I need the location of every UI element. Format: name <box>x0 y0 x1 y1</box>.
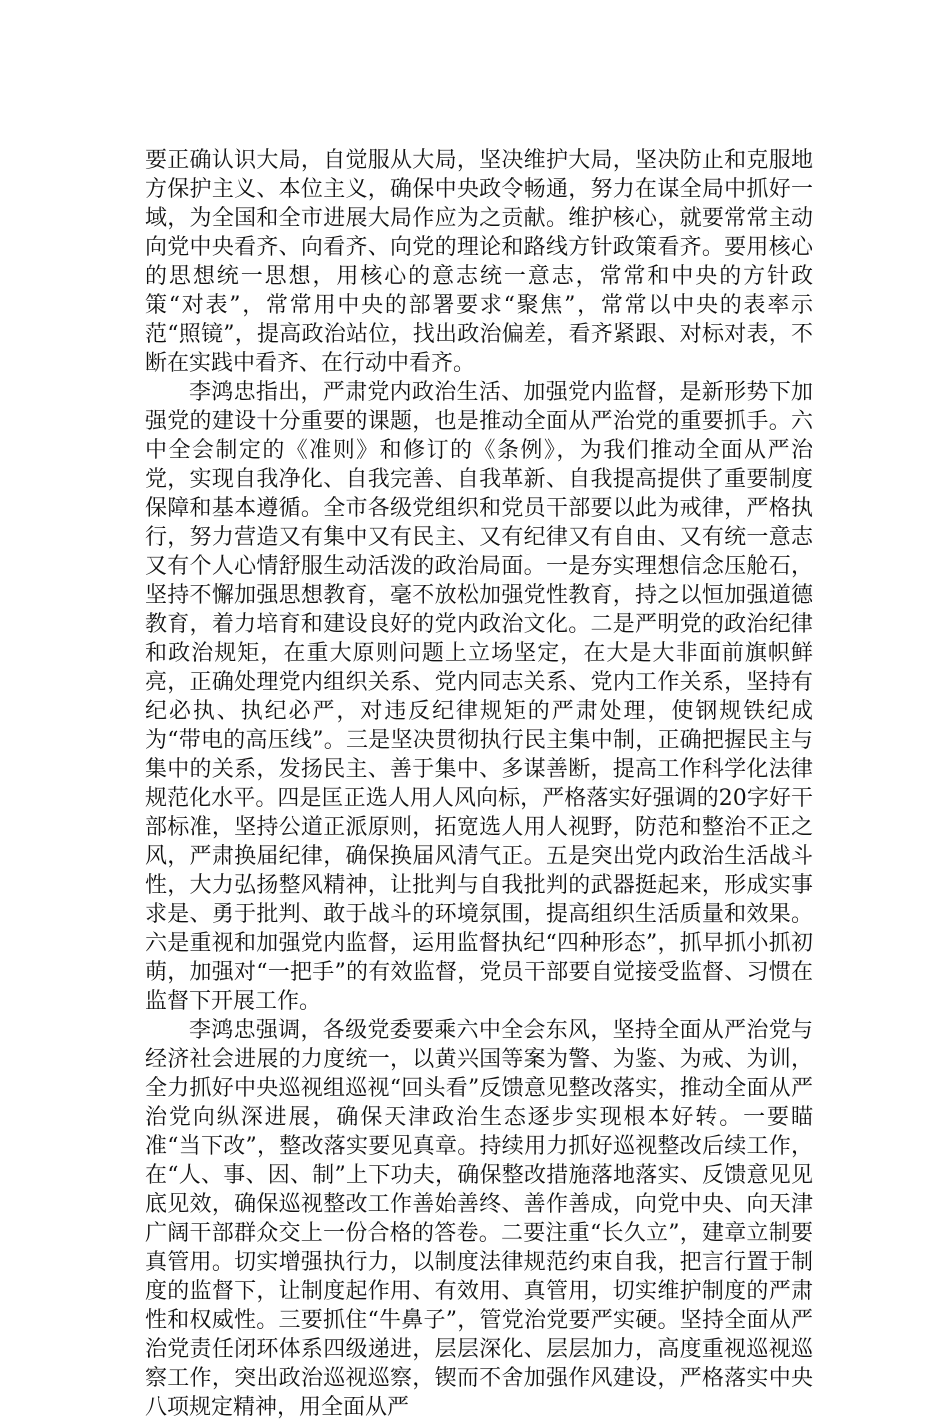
document-page <box>145 146 813 1422</box>
paragraph-party-supervision: 李鸿忠指出，严肃党内政治生活、加强党内监督，是新形势下加强党的建设十分重要的课题，也是推动全面从严治党的重要抓手。六中全会制定的《准则》和修订的《条例》，为我们推动全面从严治党，实现自我净化、自我完善、自我革新、自我提高提供了重要制度保障和基本遵循。全市各级党组织和党员干部要以此为戒律，严格执行，努力营造又有集中又有民主、又有纪律又有自由、又有统一意志又有个人心情舒服生动活泼的政治局面。一是夯实理想信念压舱石，坚持不懈加强思想教育，毫不放松加强党性教育，持之以恒加强道德教育，着力培育和建设良好的党内政治文化。二是严明党的政治纪律和政治规矩，在重大原则问题上立场坚定，在大是大非面前旗帜鲜亮，正确处理党内组织关系、党内同志关系、党内工作关系，坚持有纪必执、执纪必严，对违反纪律规矩的严肃处理，使钢规铁纪成为“带电的高压线”。三是坚决贯彻执行民主集中制，正确把握民主与集中的关系，发扬民主、善于集中、多谋善断，提高工作科学化法律规范化水平。四是匡正选人用人风向标，严格落实好强调的20字好干部标准，坚持公道正派原则，拓宽选人用人视野，防范和整治不正之风，严肃换届纪律，确保换届风清气正。五是突出党内政治生活战斗性，大力弘扬整风精神，让批判与自我批判的武器挺起来，形成实事求是、勇于批判、敢于战斗的环境氛围，提高组织生活质量和效果。六是重视和加强党内监督，运用监督执纪“四种形态”，抓早抓小抓初萌，加强对“一把手”的有效监督，党员干部要自觉接受监督、习惯在监督下开展工作。 <box>145 380 813 1014</box>
paragraph-continuation: 要正确认识大局，自觉服从大局，坚决维护大局，坚决防止和克服地方保护主义、本位主义，确保中央政令畅通，努力在谋全局中抓好一域，为全国和全市进展大局作应为之贡献。维护核心，就要常常主动向党中央看齐、向看齐、向党的理论和路线方针政策看齐。要用核心的思想统一思想，用核心的意志统一意志，常常和中央的方针政策“对表”，常常用中央的部署要求“聚焦”，常常以中央的表率示范“照镜”，提高政治站位，找出政治偏差，看齐紧跟、对标对表，不断在实践中看齐、在行动中看齐。 <box>145 148 813 376</box>
paragraph-party-governance: 李鸿忠强调，各级党委要乘六中全会东风，坚持全面从严治党与经济社会进展的力度统一，以黄兴国等案为警、为鉴、为戒、为训，全力抓好中央巡视组巡视“回头看”反馈意见整改落实，推动全面从严治党向纵深进展，确保天津政治生态逐步实现根本好转。一要瞄准“当下改”，整改落实要见真章。持续用力抓好巡视整改后续工作，在“人、事、因、制”上下功夫，确保整改措施落地落实、反馈意见见底见效，确保巡视整改工作善始善终、善作善成，向党中央、向天津广阔干部群众交上一份合格的答卷。二要注重“长久立”，建章立制要真管用。切实增强执行力，以制度法律规范约束自我，把言行置于制度的监督下，让制度起作用、有效用、真管用，切实维护制度的严肃性和权威性。三要抓住“牛鼻子”，管党治党要严实硬。坚持全面从严治党责任闭环体系四级递进，层层深化、层层加力，高度重视巡视巡察工作，突出政治巡视巡察，锲而不舍加强作风建设，严格落实中央八项规定精神，用全面从严 <box>145 1018 813 1420</box>
